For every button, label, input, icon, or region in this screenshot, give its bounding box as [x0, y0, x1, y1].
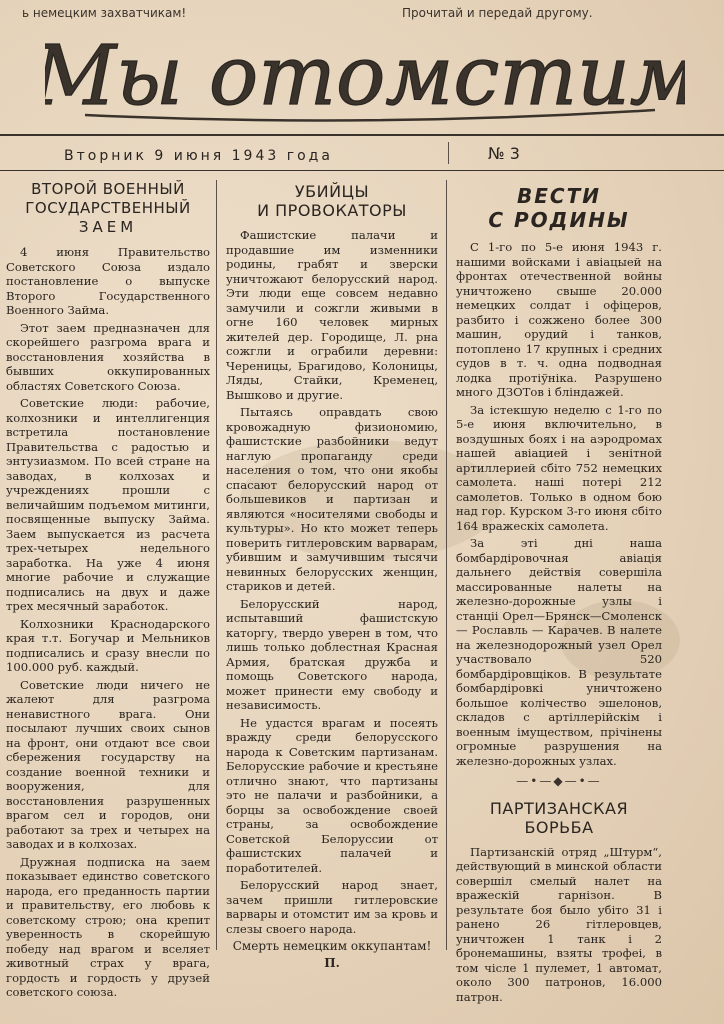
- news-paragraph: За істекшую неделю с 1-го по 5-е июня включительно, в воздушных боях і на аэродромах нашей авіацией і зенітной артиллерией сбіто 752 немецких самолета. наші потері 212 самолетов. Только в одном бою над гор. Курском 3-го июня сбіто 164 вражескіх самолета.: [456, 402, 662, 533]
- slogan-right: Прочитай и передай другому.: [402, 6, 593, 20]
- loan-paragraph: Дружная подписка на заем показывает единство советского народа, его преданность партии и правительству, его любовь к советскому строю; она крепит уверенность в скорейшую победу над врагом и вселяет животный страх у врага, гордость и гордость у друзей советского союза.: [6, 854, 210, 999]
- partisan-headline-2: БОРЬБА: [524, 817, 594, 837]
- partisan-headline-1: ПАРТИЗАНСКАЯ: [489, 798, 629, 818]
- dateline-rule: [0, 170, 724, 171]
- slogan-left: ь немецким захватчикам!: [22, 6, 187, 20]
- loan-paragraph: 4 июня Правительство Советского Союза издало постановление о выпуске Второго Государственного Военного Займа.: [6, 245, 210, 317]
- news-headline-2: С РОДИНЫ: [488, 208, 630, 232]
- partisan-paragraph: Партизанскій отряд „Штурм“, действующий в минской области совершіл смелый налет на вражескій гарнізон. В результате боя было убіто 31 і ранено 26 гітлеровцев, уничтожен 1 танк і 2 бронемашины, взяты трофеі, в том чісле 1 пулемет, 1 автомат, около 300 патронов, 16.000 патрон.: [456, 844, 662, 1004]
- killers-paragraph: Фашистские палачи и продавшие им изменники родины, грабят и зверски уничтожают белорусский народ. Эти люди еще совсем недавно замучили и сожгли живыми в огне 160 человек мирных жителей дер. Городище, Л. рна сожгли и ограбили деревни: Череницы, Брагидово, Колоницы, Ляды, Стайки, Кременец, Вышково и другие.: [226, 228, 438, 402]
- loan-paragraph: Советские люди ничего не жалеют для разгрома ненавистного врага. Они посылают лучших своих сынов на фронт, они отдают все свои сбережения государству на создание военной техники и вооружения, для восстановления разрушенных врагом сел и городов, они работают за трех и четырех на заводах и в колхозах.: [6, 677, 210, 851]
- killers-paragraph: Белорусский народ знает, зачем пришли гитлеровские варвары и отомстит им за кровь и слезы своего народа.: [226, 878, 438, 936]
- news-paragraph: С 1-го по 5-е июня 1943 г. нашими войсками і авіацыей на фронтах отечественной войны уничтожено свыше 20.000 немецких солдат і офіцеров, разбито і сожжено более 300 машин, орудий і танков, потоплено 17 крупных і средних судов в т. ч. одна подводная лодка протіўніка. Разрушено много ДЗОТов і бліндажей.: [456, 240, 662, 399]
- article-killers: [226, 182, 438, 970]
- killers-closing: Смерть немецким оккупантам!: [232, 939, 432, 953]
- killers-headline-2: И ПРОВОКАТОРЫ: [257, 201, 407, 220]
- killers-headline-1: УБИЙЦЫ: [294, 182, 370, 201]
- news-paragraph: За эті дні наша бомбардіровочная авіація дальнего действія совершіла массированные налеты на железно-дорожные узлы і станціі Орел—Брянск—Смоленск — Рославль — Карачев. В налете на железнодорожный узел Орел участвовало 520 бомбардіровщіков. В результате бомбардіровкі уничтожено большое колічество эшелонов, складов с артіллерійскім і военным імуществом, прічінены огромные разрушения на железно-дорожных узлах.: [456, 536, 662, 768]
- loan-headline-3: ЗАЕМ: [78, 218, 138, 236]
- news-headline-1: ВЕСТИ: [517, 184, 601, 208]
- killers-paragraph: Белорусский народ, испытавший фашистскую каторгу, твердо уверен в том, что лишь только доблестная Красная Армия, братская дружба и помощь Советского народа, может принести ему свободу и независимость.: [226, 596, 438, 712]
- loan-paragraph: Этот заем предназначен для скорейшего разгрома врага и восстановления хозяйства в бывших оккупированных областях Советского Союза.: [6, 320, 210, 393]
- article-loan: [6, 180, 210, 1003]
- dateline: Вторник 9 июня 1943 года: [64, 148, 333, 164]
- loan-headline-2: ГОСУДАРСТВЕННЫЙ: [25, 199, 191, 217]
- column-divider: [446, 180, 447, 950]
- loan-paragraph: Колхозники Краснодарского края т.т. Богучар и Мельников подписались и сразу внесли по 100.000 руб. каждый.: [6, 616, 210, 674]
- article-news: [456, 184, 662, 1007]
- masthead-title-svg: [45, 20, 685, 125]
- top-rule: [0, 134, 724, 136]
- dateline-divider: [448, 142, 449, 164]
- killers-paragraph: Не удастся врагам и посеять вражду среди белорусского народа к Советским партизанам. Белорусские рабочие и крестьяне отлично знают, что партизаны это не палачи и разбойники, а борцы за освобождение своей страны, за освобождение Советской Белоруссии от фашистских палачей и поработителей.: [226, 715, 438, 875]
- column-divider: [216, 180, 217, 950]
- loan-paragraph: Советские люди: рабочие, колхозники и интеллигенция встретила постановление Правительства с радостью и энтузиазмом. По всей стране на заводах, в колхозах и учреждениях прошли с величайшим подъемом митинги, посвященные выпуску Займа. Заем выпускается из расчета трех-четырех недельного заработка. На уже 4 июня многие рабочие и служащие подписались на двух и даже трех месячный заработок.: [6, 396, 210, 613]
- masthead: [45, 20, 685, 125]
- ornament-divider: —•—◆—•—: [516, 774, 602, 788]
- loan-headline-1: ВТОРОЙ ВОЕННЫЙ: [31, 180, 185, 198]
- issue-number: № 3: [488, 144, 520, 163]
- masthead-title: Мы отомстим: [45, 29, 685, 124]
- killers-signature: П.: [324, 955, 340, 970]
- killers-paragraph: Пытаясь оправдать свою кровожадную физиономию, фашистские разбойники ведут наглую пропаганду среди населения о том, что они якобы спасают белорусский народ от большевиков и партизан и являются «носителями свободы и культуры». Но кто может теперь поверить гитлеровским варварам, убившим и замучившим тысячи невинных белорусских женщин, стариков и детей.: [226, 405, 438, 593]
